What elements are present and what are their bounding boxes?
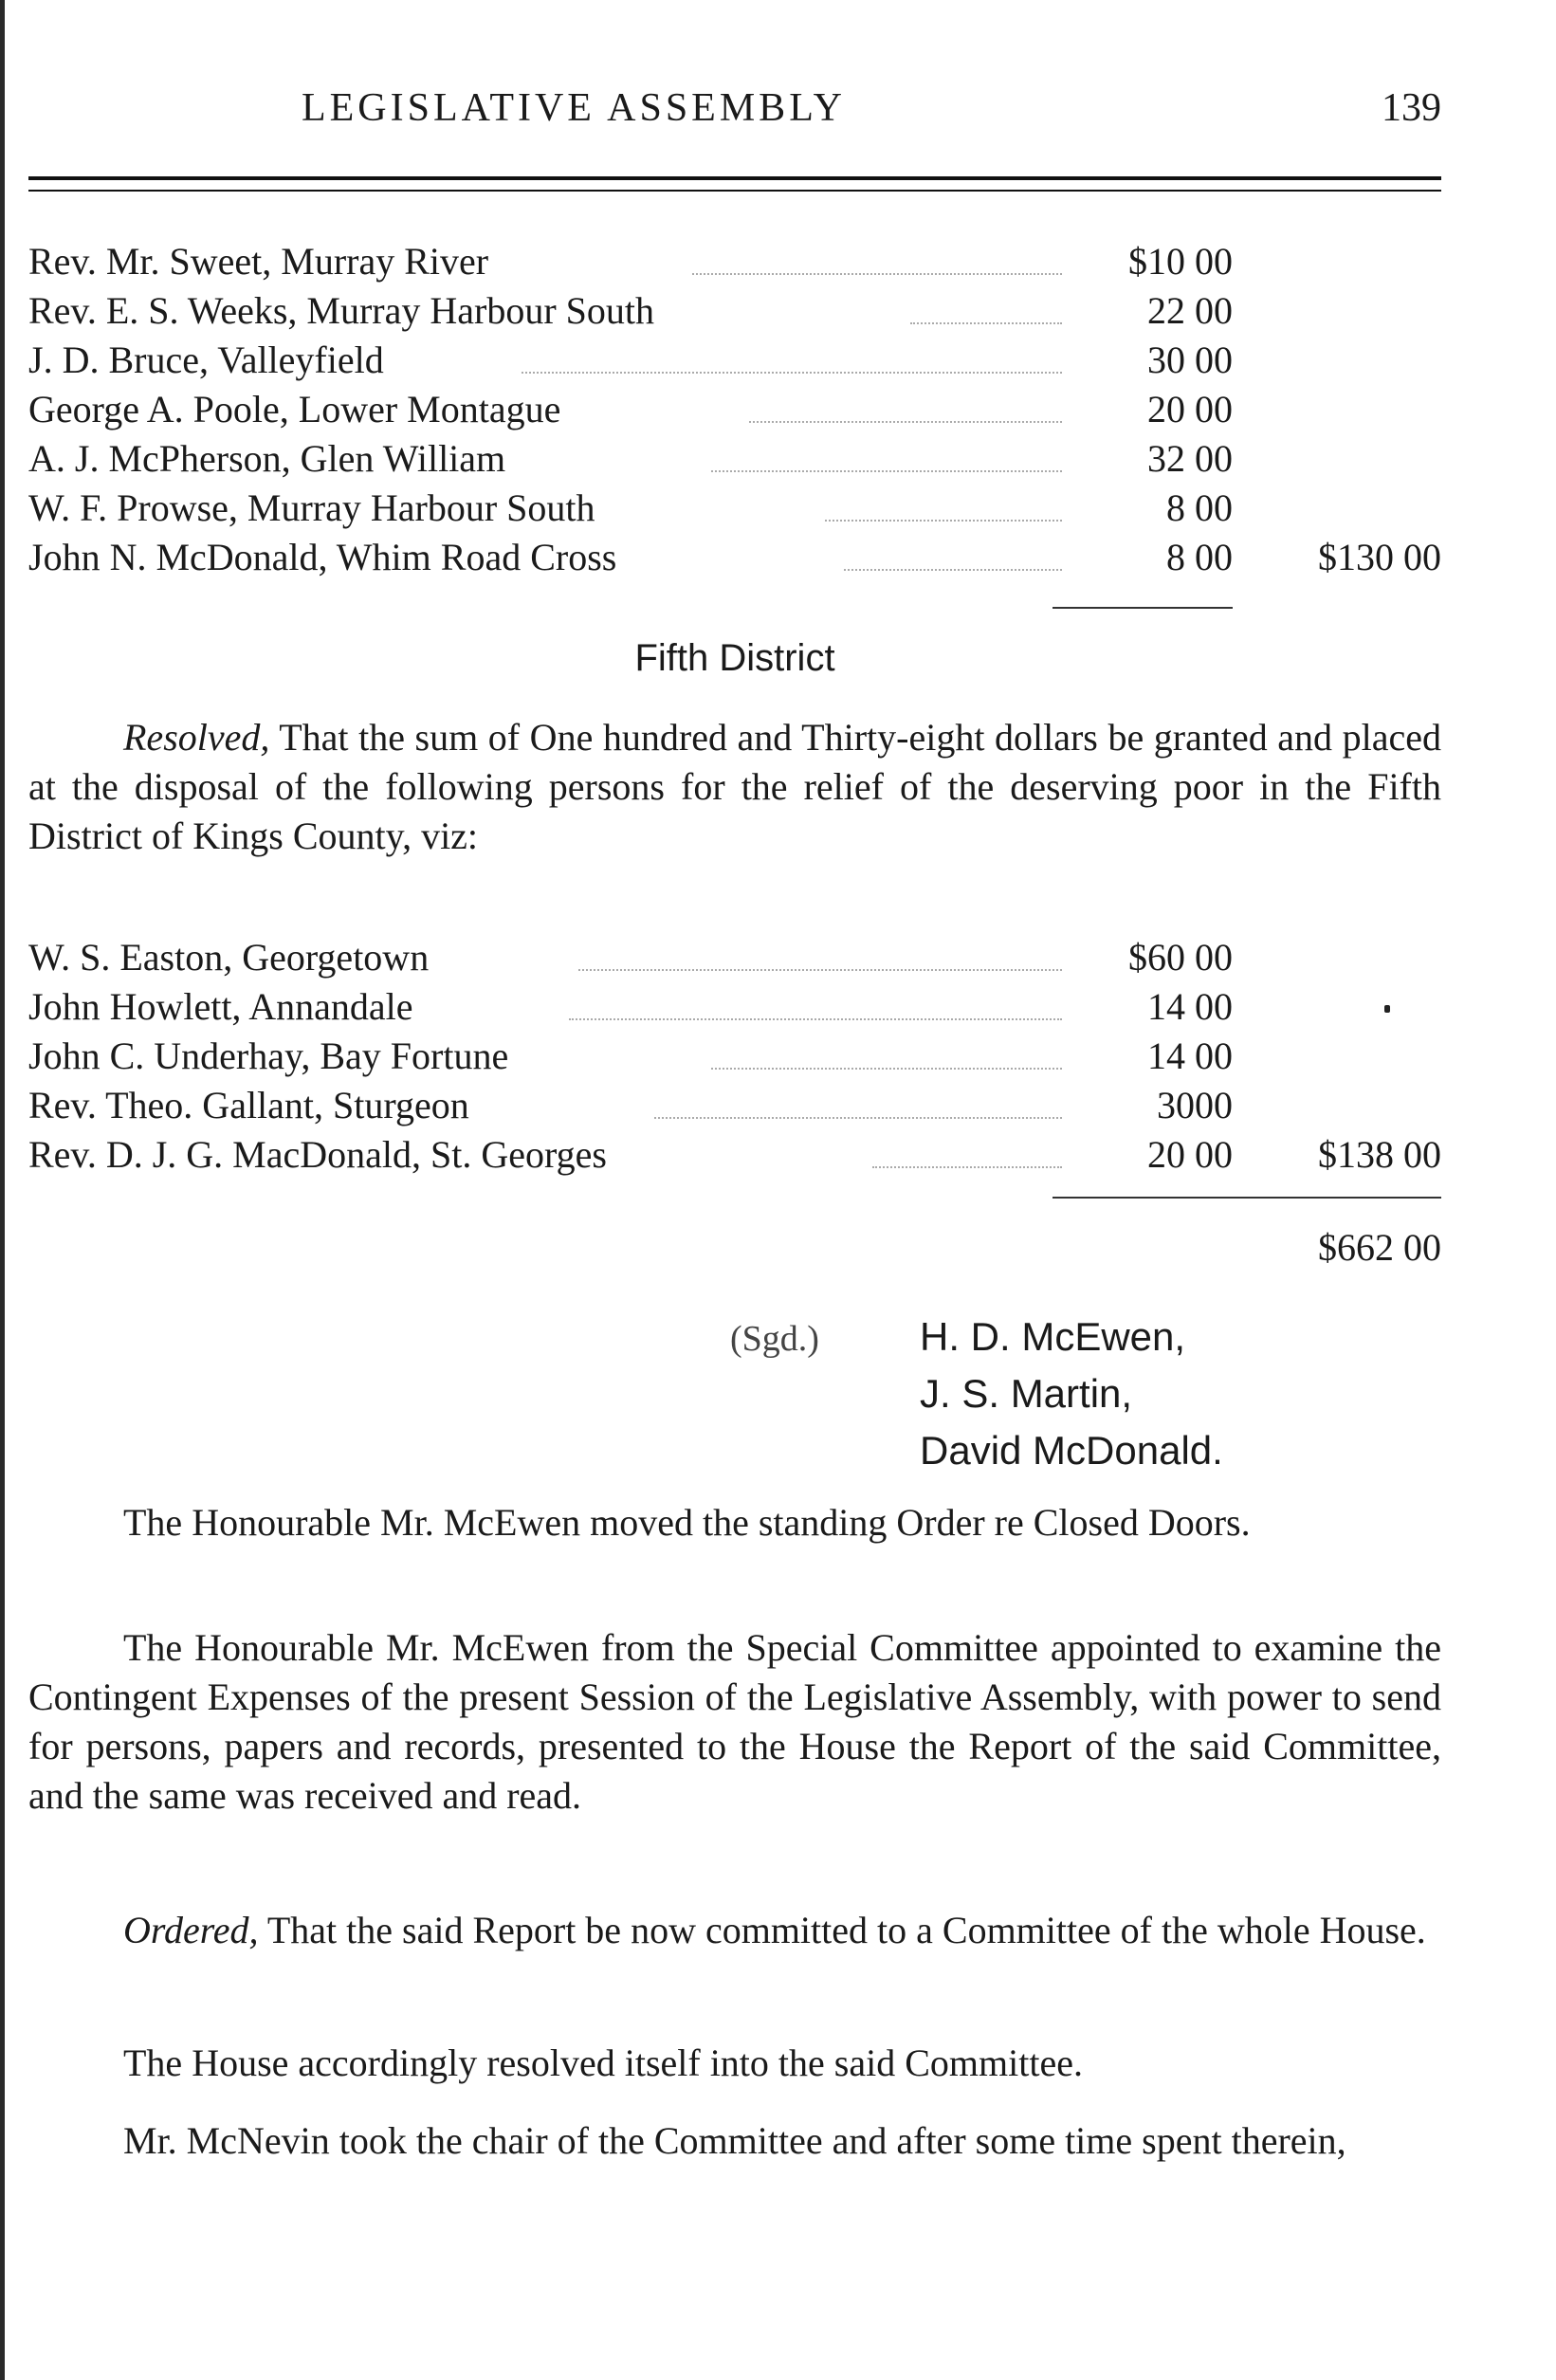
signatory-name: H. D. McEwen, <box>920 1314 1186 1359</box>
leader-dots <box>711 1068 1062 1070</box>
list-item <box>28 982 1441 1032</box>
page-spine-shadow <box>0 0 5 2380</box>
leader-dots <box>692 273 1062 275</box>
payee-name: Rev. Theo. Gallant, Sturgeon <box>28 1084 473 1126</box>
list-item <box>28 434 1441 484</box>
list-item <box>28 933 1441 982</box>
leader-dots <box>749 421 1062 423</box>
ink-speck <box>1384 1005 1390 1013</box>
paragraph-text: The House accordingly resolved itself into the said Committee. <box>123 2041 1083 2084</box>
resolved-text: That the sum of One hundred and Thirty-eight dollars be granted and placed at the disposal of the following persons for the relief of the deserving poor in the Fifth District of Kings County, viz: <box>28 716 1441 857</box>
list-item <box>28 237 1441 286</box>
list-item <box>28 286 1441 336</box>
payee-name: John Howlett, Annandale <box>28 985 417 1028</box>
grand-total: $662 00 <box>1318 1226 1441 1269</box>
payee-name: Rev. D. J. G. MacDonald, St. Georges <box>28 1133 611 1176</box>
list-item <box>28 484 1441 533</box>
list-item <box>28 1130 1441 1180</box>
leader-dots <box>825 520 1062 522</box>
leader-dots <box>654 1117 1062 1119</box>
payee-name: J. D. Bruce, Valleyfield <box>28 339 388 381</box>
payee-name: John C. Underhay, Bay Fortune <box>28 1034 512 1077</box>
list-item <box>28 533 1441 582</box>
payee-name: W. F. Prowse, Murray Harbour South <box>28 486 599 529</box>
subtotal: $138 00 <box>1318 1133 1441 1176</box>
subtotal: $130 00 <box>1318 536 1441 578</box>
leader-dots <box>578 969 1062 971</box>
header-rule-thick <box>28 176 1441 180</box>
payee-name: George A. Poole, Lower Montague <box>28 388 564 430</box>
payee-name: John N. McDonald, Whim Road Cross <box>28 536 620 578</box>
amount: 20 00 <box>1147 1133 1233 1176</box>
leader-dots <box>569 1018 1062 1020</box>
ordered-label: Ordered, <box>123 1909 259 1951</box>
resolved-paragraph <box>28 713 1441 861</box>
amount: 20 00 <box>1147 388 1233 430</box>
leader-dots <box>910 322 1062 324</box>
paragraph-text: The Honourable Mr. McEwen from the Special Committee appointed to examine the Contingent Expenses of the present Session of the Legislative Assembly, with power to send for persons, papers and records, presented to the House the Report of the said Committee, and the same was received and read. <box>28 1626 1441 1817</box>
paragraph-ordered <box>28 1906 1441 1955</box>
leader-dots <box>711 470 1062 472</box>
signed-label: (Sgd.) <box>730 1319 819 1359</box>
list-item <box>28 336 1441 385</box>
paragraph-chair <box>28 2116 1441 2166</box>
signatory-name: J. S. Martin, <box>920 1371 1133 1416</box>
paragraph-committee-resolved <box>28 2039 1441 2088</box>
paragraph-text: The Honourable Mr. McEwen moved the standing Order re Closed Doors. <box>123 1501 1251 1544</box>
payee-name: Rev. E. S. Weeks, Murray Harbour South <box>28 289 658 332</box>
list-item <box>28 385 1441 434</box>
leader-dots <box>522 372 1062 374</box>
grant-list-first <box>28 237 1441 582</box>
running-title: LEGISLATIVE ASSEMBLY <box>302 86 846 130</box>
page-number: 139 <box>1382 86 1441 130</box>
amount: $60 00 <box>1128 936 1233 979</box>
amount: 32 00 <box>1147 437 1233 480</box>
amount: $10 00 <box>1128 240 1233 283</box>
list-item <box>28 1081 1441 1130</box>
section-heading: Fifth District <box>634 637 835 679</box>
signatory-name: David McDonald. <box>920 1428 1223 1473</box>
paragraph-text: Mr. McNevin took the chair of the Committee and after some time spent therein, <box>123 2119 1346 2162</box>
amount: 14 00 <box>1147 1034 1233 1077</box>
payee-name: W. S. Easton, Georgetown <box>28 936 432 979</box>
signatories <box>920 1309 1223 1479</box>
amount: 14 00 <box>1147 985 1233 1028</box>
payee-name: Rev. Mr. Sweet, Murray River <box>28 240 492 283</box>
payee-name: A. J. McPherson, Glen William <box>28 437 509 480</box>
header-rule-thin <box>28 190 1441 192</box>
amount: 22 00 <box>1147 289 1233 332</box>
running-header <box>28 85 1441 142</box>
resolved-label: Resolved, <box>123 716 270 759</box>
grand-total-rule <box>1053 1197 1441 1199</box>
paragraph-closed-doors <box>28 1498 1441 1547</box>
amount: 8 00 <box>1166 486 1233 529</box>
grant-list-fifth-district <box>28 933 1441 1180</box>
leader-dots <box>844 569 1062 571</box>
paragraph-report-presented <box>28 1623 1441 1821</box>
amount: 8 00 <box>1166 536 1233 578</box>
amount: 30 00 <box>1147 339 1233 381</box>
amount: 3000 <box>1157 1084 1233 1126</box>
column-sum-rule <box>1053 607 1233 609</box>
leader-dots <box>872 1166 1062 1168</box>
paragraph-text: That the said Report be now committed to a Committee of the whole House. <box>258 1909 1426 1951</box>
list-item <box>28 1032 1441 1081</box>
